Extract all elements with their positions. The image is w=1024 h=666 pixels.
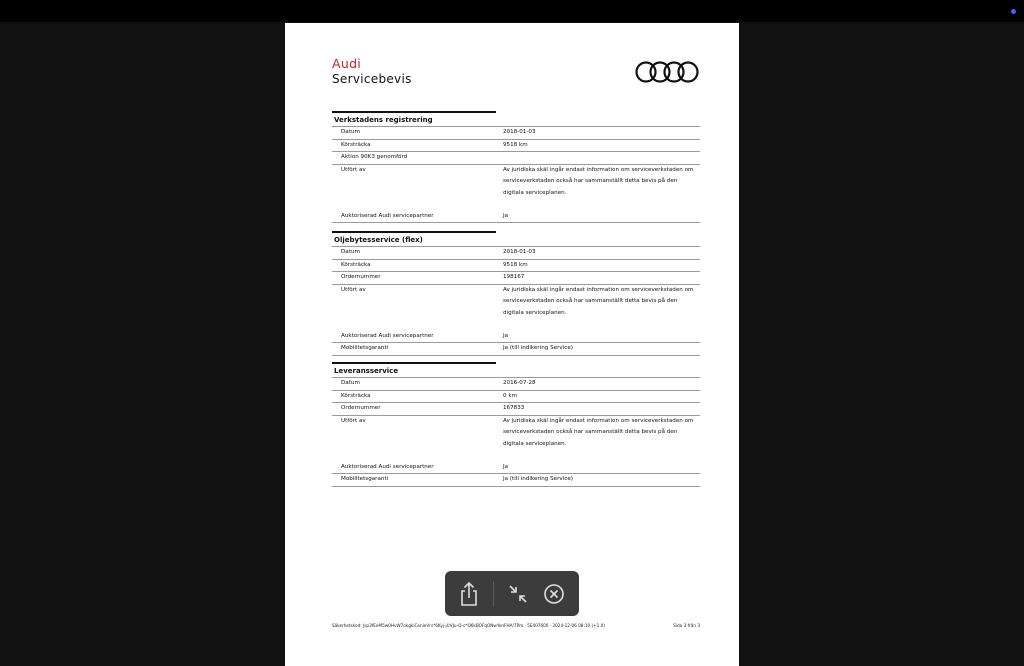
table-row [332, 284, 700, 320]
row-spacer [332, 319, 700, 331]
row-label: Körsträcka [341, 261, 371, 268]
value-line: digitala serviceplanen. [503, 189, 567, 196]
page-footer [332, 623, 700, 628]
table-row [332, 151, 700, 164]
table-row [332, 246, 700, 259]
brand-header [332, 58, 412, 85]
collapse-icon [503, 579, 533, 609]
section-title: Oljebytesservice (flex) [332, 231, 496, 246]
row-value: 2018-01-03 [503, 249, 536, 255]
table-row [332, 473, 700, 486]
row-value: Ja [503, 212, 509, 219]
value-line: Av juridiska skäl ingår endast information om serviceverkstaden om [503, 286, 694, 293]
row-label: Utfört av [341, 417, 366, 424]
table-row [332, 342, 700, 355]
row-spacer [332, 450, 700, 462]
row-label: Ordernummer [341, 405, 381, 411]
divider [332, 486, 700, 487]
value-line: Av juridiska skäl ingår endast information om serviceverkstaden om [503, 166, 694, 173]
table-row [332, 402, 700, 415]
row-value: 167833 [503, 405, 525, 411]
value-line: serviceverkstaden också har sammanställt detta bevis på den [503, 429, 678, 435]
row-value: Ja [503, 463, 509, 470]
row-value: 9518 km [503, 261, 528, 268]
row-label: Utfört av [341, 166, 366, 173]
value-line: serviceverkstaden också har sammanställt detta bevis på den [503, 298, 678, 304]
table-row [332, 139, 700, 152]
divider [332, 355, 700, 356]
exit-fullscreen-button[interactable] [503, 579, 533, 609]
row-value: 2016-07-28 [503, 380, 536, 386]
table-row [332, 331, 700, 343]
section-workshop-registration [332, 111, 700, 223]
value-line: digitala serviceplanen. [503, 440, 567, 447]
row-spacer [332, 199, 700, 211]
row-label: Utfört av [341, 286, 366, 293]
row-label: Körsträcka [341, 141, 371, 148]
section-delivery-service [332, 362, 700, 487]
floating-toolbar [445, 571, 579, 616]
divider [332, 222, 700, 223]
row-label: Körsträcka [341, 392, 371, 399]
row-value: 2018-01-03 [503, 129, 536, 135]
row-label: Mobilitetsgaranti [341, 345, 389, 351]
page-number: Sida 3 från 3 [673, 623, 700, 628]
row-value: Ja [503, 332, 509, 339]
row-label: Auktoriserad Audi servicepartner [341, 332, 434, 339]
share-icon [454, 579, 484, 609]
row-label: Auktoriserad Audi servicepartner [341, 212, 434, 219]
status-dot [1011, 9, 1016, 14]
row-label: Mobilitetsgaranti [341, 476, 389, 482]
table-row [332, 164, 700, 200]
row-label: Ordernummer [341, 274, 381, 280]
row-value [494, 285, 700, 320]
toolbar-divider [493, 581, 494, 607]
row-value [494, 416, 700, 451]
row-value: 198167 [503, 274, 525, 280]
share-button[interactable] [454, 579, 484, 609]
row-label: Aktion 90K3 genomförd [341, 154, 408, 160]
section-oil-change-service [332, 231, 700, 356]
row-label: Datum [341, 249, 360, 255]
security-code: Säkerhetskod: Jsp3fEeM5w0HvW7okgkiCenieVrs*6Kyj-jUVJu-Q-c*Q6kBOFqONwYonFHA/7Pm · 5E407600 · 2024-12-06 08:10 (+1.0) [332, 623, 605, 628]
document-page [285, 23, 739, 666]
table-row [332, 377, 700, 390]
brand-name: Audi [332, 56, 362, 71]
row-label: Datum [341, 129, 360, 135]
row-value: 0 km [503, 392, 518, 399]
row-value [494, 165, 700, 200]
table-row [332, 390, 700, 403]
table-row [332, 415, 700, 451]
row-value: Ja (till indikering Service) [503, 476, 573, 482]
document-title: Servicebevis [332, 71, 412, 86]
audi-rings-logo [635, 60, 701, 84]
section-title: Leveransservice [332, 362, 496, 377]
row-value [494, 152, 700, 164]
table-row [332, 211, 700, 223]
table-row [332, 126, 700, 139]
row-label: Auktoriserad Audi servicepartner [341, 463, 434, 470]
row-value: 9518 km [503, 141, 528, 148]
table-row [332, 271, 700, 284]
close-icon [539, 579, 569, 609]
table-row [332, 462, 700, 474]
close-button[interactable] [539, 579, 569, 609]
value-line: serviceverkstaden också har sammanställt detta bevis på den [503, 178, 678, 184]
value-line: digitala serviceplanen. [503, 309, 567, 316]
section-title: Verkstadens registrering [332, 111, 496, 126]
row-value: Ja (till indikering Service) [503, 345, 573, 351]
value-line: Av juridiska skäl ingår endast information om serviceverkstaden om [503, 417, 694, 424]
row-label: Datum [341, 380, 360, 386]
table-row [332, 259, 700, 272]
top-bar [0, 0, 1024, 22]
